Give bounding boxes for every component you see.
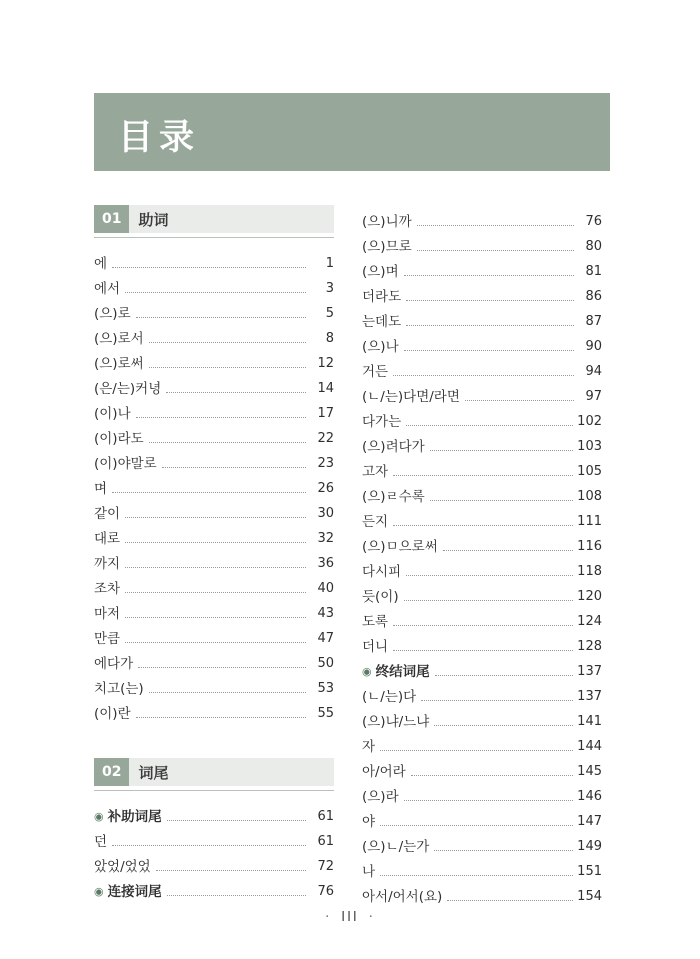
toc-entry-page: 50 — [317, 656, 334, 671]
toc-entry-page: 137 — [577, 664, 602, 679]
toc-entry-title: (으)니까 — [362, 214, 412, 230]
toc-entry-page: 36 — [317, 556, 334, 571]
toc-entry[interactable] — [94, 522, 334, 547]
toc-entry[interactable] — [362, 855, 602, 880]
toc-entry[interactable] — [362, 505, 602, 530]
toc-entry-title: 든지 — [362, 514, 389, 530]
toc-entry[interactable] — [362, 380, 602, 405]
toc-entry-page: 137 — [577, 689, 602, 704]
toc-entry-page: 81 — [585, 264, 602, 279]
toc-entry-title: (ㄴ/는)다면/라면 — [362, 389, 460, 405]
toc-entry-title: (으)나 — [362, 339, 399, 355]
toc-entry-page: 146 — [577, 789, 602, 804]
section-number-01: 01 — [94, 205, 129, 233]
toc-entry-title: 까지 — [94, 556, 121, 572]
toc-entry-title: 대로 — [94, 531, 121, 547]
toc-leader-dots — [406, 291, 574, 301]
toc-entry-page: 40 — [317, 581, 334, 596]
toc-entry-title: (으)려다가 — [362, 439, 425, 455]
toc-entry-title: 듯(이) — [362, 589, 399, 605]
toc-entry[interactable] — [362, 230, 602, 255]
section-header-01 — [94, 205, 334, 233]
toc-entry-title: 마저 — [94, 606, 121, 622]
toc-entry-title: (으)므로 — [362, 239, 412, 255]
toc-entry-page: 76 — [585, 214, 602, 229]
toc-entry[interactable] — [362, 605, 602, 630]
toc-entry[interactable] — [362, 555, 602, 580]
section-underline — [94, 237, 334, 238]
bullet-icon: ◉ — [362, 665, 372, 678]
toc-leader-dots — [167, 886, 306, 896]
toc-entry-page: 43 — [317, 606, 334, 621]
toc-entry-title: 만큼 — [94, 631, 121, 647]
toc-leader-dots — [149, 358, 306, 368]
toc-entry-page: 80 — [585, 239, 602, 254]
toc-entry[interactable] — [362, 680, 602, 705]
toc-entry-page: 128 — [577, 639, 602, 654]
toc-entry[interactable] — [362, 280, 602, 305]
toc-entry[interactable] — [362, 880, 602, 905]
toc-left-column — [94, 205, 334, 900]
toc-entry[interactable] — [362, 805, 602, 830]
toc-entry[interactable] — [94, 597, 334, 622]
toc-entry-page: 8 — [325, 331, 334, 346]
toc-entry[interactable] — [362, 205, 602, 230]
toc-entry-page: 47 — [317, 631, 334, 646]
toc-leader-dots — [417, 241, 574, 251]
toc-entry[interactable] — [362, 330, 602, 355]
section-gap — [94, 722, 334, 758]
toc-entry-page: 5 — [325, 306, 334, 321]
toc-entry[interactable] — [94, 697, 334, 722]
toc-leader-dots — [112, 483, 306, 493]
toc-entry-page: 151 — [577, 864, 602, 879]
bullet-icon: ◉ — [94, 810, 104, 823]
toc-entry-title: (으)ㄴ/는가 — [362, 839, 430, 855]
toc-leader-dots — [149, 333, 306, 343]
section-number-02: 02 — [94, 758, 129, 786]
toc-entry[interactable] — [362, 830, 602, 855]
toc-entry-title: (으)로 — [94, 306, 131, 322]
page-header-banner — [94, 93, 610, 171]
page-title: 目录 — [118, 118, 201, 158]
toc-leader-dots — [404, 341, 574, 351]
toc-entry-title: 아/어라 — [362, 764, 406, 780]
toc-entry[interactable] — [362, 705, 602, 730]
toc-leader-dots — [156, 861, 306, 871]
toc-entry-page: 111 — [577, 514, 602, 529]
toc-entry[interactable] — [94, 347, 334, 372]
toc-leader-dots — [112, 258, 306, 268]
toc-entry-title: (으)로서 — [94, 331, 144, 347]
toc-leader-dots — [136, 408, 306, 418]
toc-leader-dots — [406, 566, 573, 576]
toc-entry-title: (으)ㄹ수록 — [362, 489, 425, 505]
toc-entry-page: 61 — [317, 834, 334, 849]
toc-leader-dots — [125, 283, 306, 293]
toc-leader-dots — [411, 766, 574, 776]
toc-entry-title: 는데도 — [362, 314, 402, 330]
toc-entry-page: 144 — [577, 739, 602, 754]
toc-entry[interactable] — [94, 672, 334, 697]
toc-leader-dots — [112, 836, 306, 846]
toc-entry-title: (으)로써 — [94, 356, 144, 372]
toc-entry-page: 72 — [317, 859, 334, 874]
section-label-02: 词尾 — [138, 763, 169, 782]
toc-leader-dots — [380, 741, 573, 751]
toc-entry[interactable] — [94, 422, 334, 447]
toc-entry-title: (으)며 — [362, 264, 399, 280]
toc-entry[interactable] — [362, 655, 602, 680]
toc-entry-title: 나 — [362, 864, 376, 880]
toc-leader-dots — [162, 458, 306, 468]
toc-entry[interactable] — [362, 430, 602, 455]
toc-entry-page: 30 — [317, 506, 334, 521]
toc-leader-dots — [421, 691, 573, 701]
toc-entry[interactable] — [362, 755, 602, 780]
toc-entry[interactable] — [94, 472, 334, 497]
toc-entry[interactable] — [362, 480, 602, 505]
toc-leader-dots — [393, 516, 573, 526]
toc-leader-dots — [136, 708, 306, 718]
toc-entry[interactable] — [362, 730, 602, 755]
toc-entry-page: 145 — [577, 764, 602, 779]
toc-leader-dots — [167, 811, 306, 821]
toc-leader-dots — [434, 841, 573, 851]
toc-leader-dots — [125, 633, 306, 643]
toc-entry-title: 도록 — [362, 614, 389, 630]
footer-left-dot: · — [325, 910, 332, 925]
section-underline — [94, 790, 334, 791]
toc-entry[interactable] — [362, 255, 602, 280]
toc-entry-title: (ㄴ/는)다 — [362, 689, 417, 705]
toc-entry-title: 고자 — [362, 464, 389, 480]
toc-right-column — [362, 205, 602, 905]
toc-entry-page: 12 — [317, 356, 334, 371]
toc-leader-dots — [430, 491, 573, 501]
toc-entry-page: 147 — [577, 814, 602, 829]
toc-entry-title: 거든 — [362, 364, 389, 380]
toc-leader-dots — [393, 641, 573, 651]
toc-leader-dots — [404, 791, 574, 801]
toc-entry[interactable] — [94, 397, 334, 422]
toc-entry-title: 같이 — [94, 506, 121, 522]
toc-entry-title: (이)야말로 — [94, 456, 157, 472]
toc-entry-page: 154 — [577, 889, 602, 904]
toc-entry[interactable] — [94, 272, 334, 297]
toc-entry[interactable] — [94, 547, 334, 572]
toc-entry-title: 며 — [94, 481, 108, 497]
toc-entry-title: 에서 — [94, 281, 121, 297]
toc-entry-title: 치고(는) — [94, 681, 144, 697]
toc-entry-title: (으)ㅁ으로써 — [362, 539, 438, 555]
toc-entry-title: 야 — [362, 814, 376, 830]
toc-entry[interactable] — [94, 800, 334, 825]
toc-entry-title: (으)라 — [362, 789, 399, 805]
toc-leader-dots — [125, 508, 306, 518]
toc-entry-page: 120 — [577, 589, 602, 604]
toc-leader-dots — [393, 466, 573, 476]
toc-entry-page: 97 — [585, 389, 602, 404]
toc-leader-dots — [417, 216, 574, 226]
toc-entry-title: (으)냐/느냐 — [362, 714, 430, 730]
toc-entry[interactable] — [362, 580, 602, 605]
toc-leader-dots — [447, 891, 573, 901]
toc-leader-dots — [149, 683, 306, 693]
toc-leader-dots — [125, 583, 306, 593]
toc-entry-page: 108 — [577, 489, 602, 504]
toc-entry-page: 22 — [317, 431, 334, 446]
toc-entry-page: 86 — [585, 289, 602, 304]
toc-entry-title: 조차 — [94, 581, 121, 597]
toc-entry-title: 던 — [94, 834, 108, 850]
toc-leader-dots — [465, 391, 574, 401]
footer-page-number: III — [341, 910, 359, 925]
toc-entry-page: 87 — [585, 314, 602, 329]
toc-entry[interactable] — [94, 850, 334, 875]
toc-entry-title: (이)나 — [94, 406, 131, 422]
toc-entry-title: 에다가 — [94, 656, 134, 672]
toc-leader-dots — [125, 533, 306, 543]
toc-entry-title: 자 — [362, 739, 376, 755]
toc-entry[interactable] — [94, 825, 334, 850]
toc-leader-dots — [380, 866, 573, 876]
toc-entry-title: 더니 — [362, 639, 389, 655]
toc-entry-title: (은/는)커녕 — [94, 381, 162, 397]
toc-entry[interactable] — [94, 297, 334, 322]
toc-entry-page: 118 — [577, 564, 602, 579]
toc-entry-page: 3 — [325, 281, 334, 296]
toc-entry[interactable] — [362, 530, 602, 555]
toc-entry-title: 에 — [94, 256, 108, 272]
toc-entry-page: 32 — [317, 531, 334, 546]
toc-leader-dots — [406, 316, 574, 326]
toc-entry-title: 终结词尾 — [375, 664, 430, 680]
toc-leader-dots — [166, 383, 306, 393]
toc-entry-title: 다시피 — [362, 564, 402, 580]
toc-entry[interactable] — [94, 622, 334, 647]
toc-leader-dots — [125, 608, 306, 618]
toc-entry[interactable] — [362, 780, 602, 805]
toc-entry-page: 105 — [577, 464, 602, 479]
toc-entry-page: 14 — [317, 381, 334, 396]
toc-entry[interactable] — [94, 372, 334, 397]
toc-entry[interactable] — [94, 247, 334, 272]
toc-leader-dots — [393, 366, 574, 376]
toc-entry-title: (이)란 — [94, 706, 131, 722]
toc-entry[interactable] — [94, 497, 334, 522]
toc-entry-title: 았었/었었 — [94, 859, 151, 875]
toc-entry-page: 61 — [317, 809, 334, 824]
toc-entry[interactable] — [362, 355, 602, 380]
toc-entry-page: 55 — [317, 706, 334, 721]
toc-entry[interactable] — [94, 447, 334, 472]
toc-entry-page: 116 — [577, 539, 602, 554]
toc-entry-page: 141 — [577, 714, 602, 729]
toc-entry-title: 다가는 — [362, 414, 402, 430]
toc-entry-title: 补助词尾 — [107, 809, 162, 825]
section-label-01: 助词 — [138, 210, 169, 229]
toc-leader-dots — [149, 433, 306, 443]
toc-leader-dots — [393, 616, 573, 626]
toc-entry-page: 103 — [577, 439, 602, 454]
toc-entry-page: 149 — [577, 839, 602, 854]
page-footer — [0, 910, 700, 925]
toc-leader-dots — [404, 591, 574, 601]
toc-entry[interactable] — [94, 572, 334, 597]
toc-entry-page: 76 — [317, 884, 334, 899]
toc-leader-dots — [430, 441, 573, 451]
toc-entry[interactable] — [362, 405, 602, 430]
toc-entry-page: 102 — [577, 414, 602, 429]
section-header-02 — [94, 758, 334, 786]
toc-entry-page: 90 — [585, 339, 602, 354]
toc-entry-title: 더라도 — [362, 289, 402, 305]
toc-entry[interactable] — [362, 630, 602, 655]
toc-leader-dots — [435, 666, 574, 676]
footer-right-dot: · — [368, 910, 375, 925]
toc-entry[interactable] — [94, 647, 334, 672]
toc-entry[interactable] — [362, 455, 602, 480]
toc-leader-dots — [380, 816, 573, 826]
toc-leader-dots — [136, 308, 306, 318]
toc-entry-title: (이)라도 — [94, 431, 144, 447]
toc-entry-page: 53 — [317, 681, 334, 696]
toc-leader-dots — [125, 558, 306, 568]
toc-leader-dots — [434, 716, 573, 726]
toc-entry-page: 17 — [317, 406, 334, 421]
toc-entry-page: 94 — [585, 364, 602, 379]
toc-leader-dots — [404, 266, 574, 276]
bullet-icon: ◉ — [94, 885, 104, 898]
toc-leader-dots — [406, 416, 573, 426]
toc-entry[interactable] — [94, 875, 334, 900]
toc-leader-dots — [138, 658, 306, 668]
toc-entry-title: 아서/어서(요) — [362, 889, 443, 905]
toc-leader-dots — [443, 541, 573, 551]
toc-entry-page: 26 — [317, 481, 334, 496]
toc-entry[interactable] — [94, 322, 334, 347]
toc-entry-page: 23 — [317, 456, 334, 471]
toc-entry[interactable] — [362, 305, 602, 330]
toc-entry-title: 连接词尾 — [107, 884, 162, 900]
toc-entry-page: 1 — [325, 256, 334, 271]
toc-entry-page: 124 — [577, 614, 602, 629]
